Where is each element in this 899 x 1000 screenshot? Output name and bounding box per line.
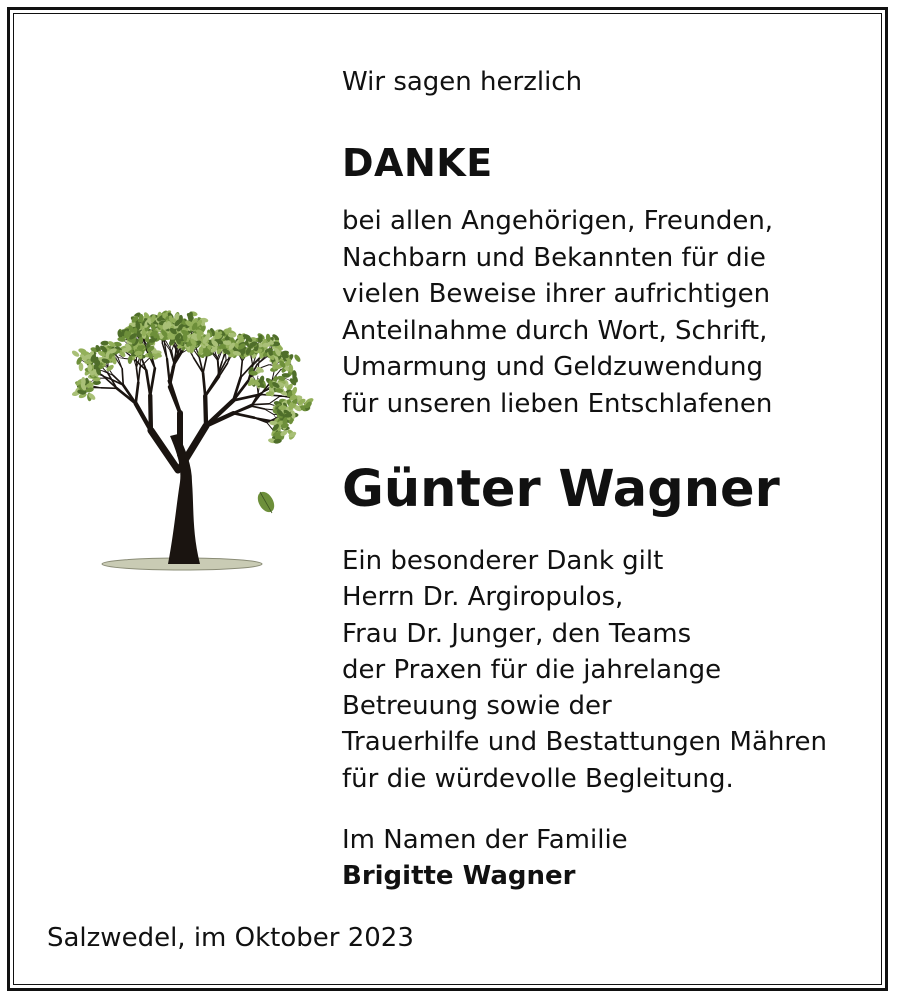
special-thanks-line: Trauerhilfe und Bestattungen Mähren (342, 727, 827, 758)
signature-prefix: Im Namen der Familie (342, 825, 628, 855)
tree-icon (40, 270, 330, 580)
signature-name: Brigitte Wagner (342, 861, 576, 891)
special-thanks-line: für die würdevolle Begleitung. (342, 763, 734, 794)
heading-danke: DANKE (342, 141, 493, 185)
special-thanks-line: Frau Dr. Junger, den Teams (342, 618, 692, 649)
special-thanks-line: Herrn Dr. Argiropulos, (342, 582, 624, 613)
signature-block (342, 822, 628, 894)
special-thanks-paragraph (342, 543, 827, 797)
thanks-line: bei allen Angehörigen, Freunden, (342, 206, 774, 236)
thanks-line: vielen Beweise ihrer aufrichtigen (342, 279, 771, 310)
special-thanks-line: Ein besonderer Dank gilt (342, 546, 664, 576)
special-thanks-line: Betreuung sowie der (342, 691, 612, 722)
deceased-name: Günter Wagner (342, 460, 780, 519)
intro-text: Wir sagen herzlich (342, 67, 583, 97)
thanks-line: für unseren lieben Entschlafenen (342, 388, 773, 419)
thanks-paragraph (342, 203, 773, 423)
thanks-line: Anteilnahme durch Wort, Schrift, (342, 315, 768, 346)
thanks-line: Nachbarn und Bekannten für die (342, 242, 766, 273)
place-date: Salzwedel, im Oktober 2023 (47, 923, 414, 953)
special-thanks-line: der Praxen für die jahrelange (342, 654, 722, 685)
thanks-line: Umarmung und Geldzuwendung (342, 352, 764, 383)
